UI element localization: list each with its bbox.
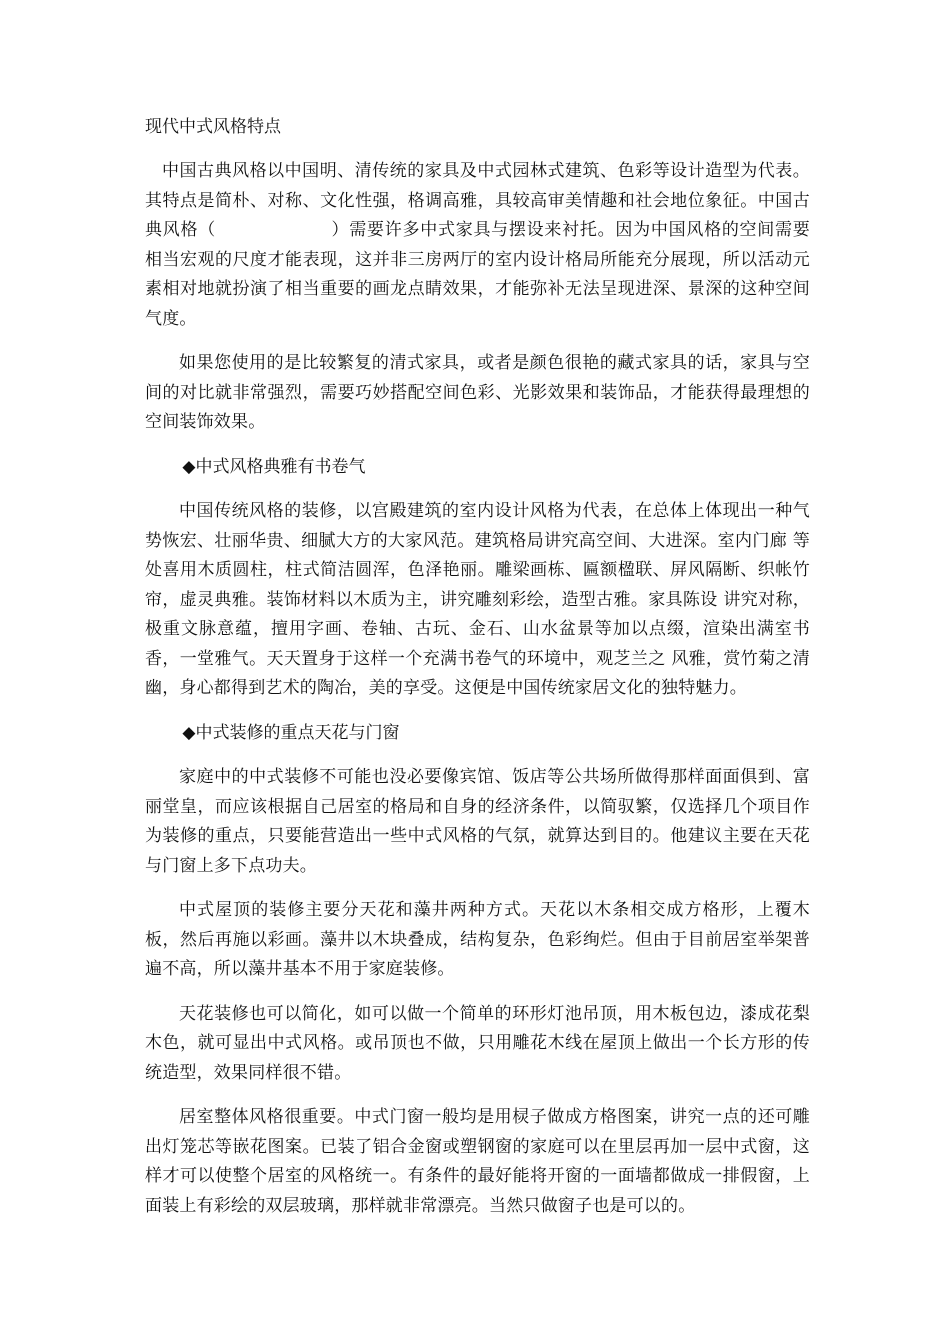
paragraph-ceiling-simplified: 天花装修也可以简化，如可以做一个简单的环形灯池吊顶，用木板包边，漆成花梨木色，就可显出中式风格。或吊顶也不做，只用雕花木线在屋顶上做出一个长方形的传统造型，效果同样很不错。	[145, 1003, 810, 1083]
section-heading-scholarly: ◆中式风格典雅有书卷气	[182, 456, 366, 477]
paragraph-furniture-contrast: 如果您使用的是比较繁复的清式家具，或者是颜色很艳的藏式家具的话，家具与空间的对比就非常强烈，需要巧妙搭配空间色彩、光影效果和装饰品，才能获得最理想的空间装饰效果。	[145, 353, 810, 432]
paragraph-ceiling-types: 中式屋顶的装修主要分天花和藻井两种方式。天花以木条相交成方格形，上覆木板，然后再施以彩画。藻井以木块叠成，结构复杂，色彩绚烂。但由于目前居室举架普遍不高，所以藻井基本不用于家庭装修。	[145, 900, 810, 979]
paragraph-traditional-style: 中国传统风格的装修，以宫殿建筑的室内设计风格为代表，在总体上体现出一种气势恢宏、壮丽华贵、细腻大方的大家风范。建筑格局讲究高空间、大进深。室内门廊 等处喜用木质圆柱，柱式简洁圆浑，色泽艳丽。雕梁画栋、匾额楹联、屏风隔断、织帐竹帘，虚灵典雅。装饰材料以木质为主，讲究雕刻彩绘，造型古雅。家具陈设 讲究对称，极重文脉意蕴，擅用字画、卷轴、古玩、金石、山水盆景等加以点缀，渲染出满室书香，一堂雅气。天天置身于这样一个充满书卷气的环境中，观芝兰之 风雅，赏竹菊之清幽，身心都得到艺术的陶冶，美的享受。这便是中国传统家居文化的独特魅力。	[145, 501, 810, 698]
paragraph-windows: 居室整体风格很重要。中式门窗一般均是用棂子做成方格图案，讲究一点的还可雕出灯笼芯等嵌花图案。已装了铝合金窗或塑钢窗的家庭可以在里层再加一层中式窗，这样才可以使整个居室的风格统一。有条件的最好能将开窗的一面墙都做成一排假窗，上面装上有彩绘的双层玻璃，那样就非常漂亮。当然只做窗子也是可以的。	[145, 1107, 810, 1216]
paragraph-home-decoration: 家庭中的中式装修不可能也没必要像宾馆、饭店等公共场所做得那样面面俱到、富丽堂皇，而应该根据自己居室的格局和自身的经济条件，以简驭繁，仅选择几个项目作为装修的重点，只要能营造出一些中式风格的气氛，就算达到目的。他建议主要在天花与门窗上多下点功夫。	[145, 767, 810, 876]
paragraph-intro-end: ）需要许多中式家具与摆设来衬托。因为中国风格的空间需要相当宏观的尺度才能表现，这并非三房两厅的室内设计格局所能充分展现，所以活动元素相对地就扮演了相当重要的画龙点睛效果，才能弥补无法呈现进深、景深的这种空间气度。	[145, 220, 810, 329]
document-title: 现代中式风格特点	[145, 117, 281, 137]
paragraph-intro-start: 中国古典风格以中国明、清传统的家具及中式园林式建筑、色彩等设计造型为代表。其特点是简朴、对称、文化性强，格调高雅，具较高审美情趣和社会地位象征。中国古典风格（	[145, 161, 810, 240]
section-heading-ceiling-windows: ◆中式装修的重点天花与门窗	[182, 722, 400, 743]
paragraph-intro	[145, 157, 810, 334]
document-page	[145, 112, 810, 1236]
